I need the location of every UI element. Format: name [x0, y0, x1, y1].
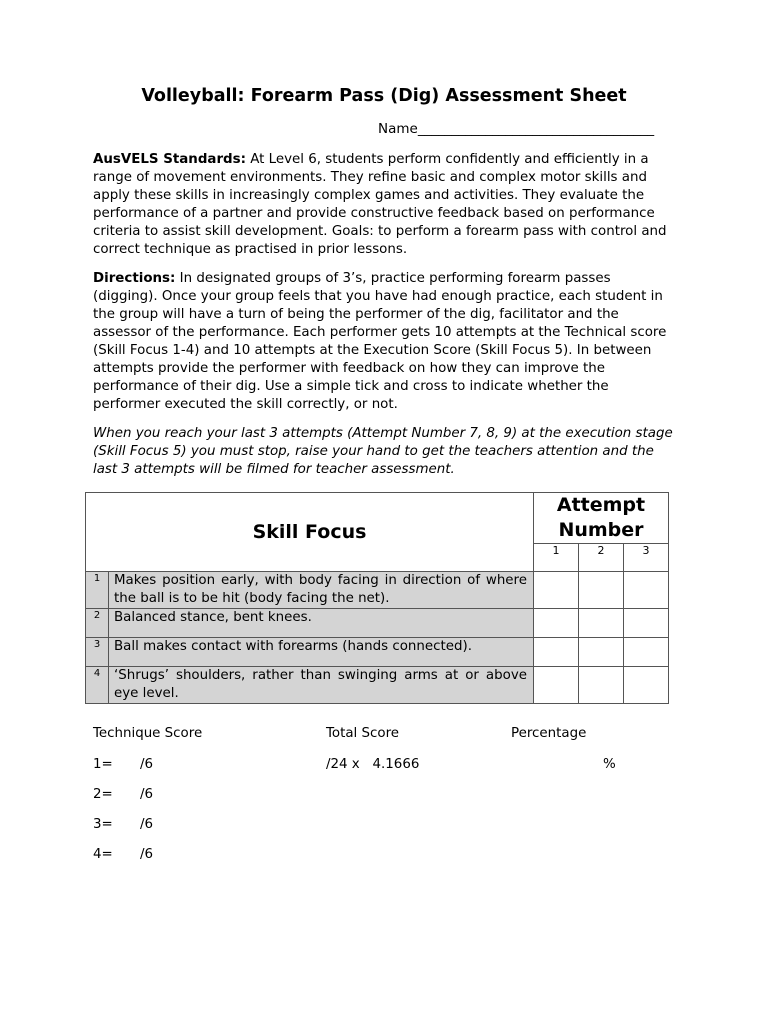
table-row	[86, 667, 669, 704]
attempt-cell[interactable]	[579, 609, 624, 638]
row-description: ‘Shrugs’ shoulders, rather than swinging arms at or above eye level.	[109, 667, 534, 704]
row-number: 1	[86, 572, 109, 609]
attempt-cell[interactable]	[579, 638, 624, 667]
attempt-cell[interactable]	[624, 667, 669, 704]
percent-sign: %	[603, 757, 616, 772]
attempt-cell[interactable]	[534, 609, 579, 638]
directions-paragraph	[93, 270, 673, 414]
technique-line-value: /6	[140, 847, 154, 862]
attempt-header-line1: Attempt	[556, 494, 646, 516]
attempt-header-line2: Number	[558, 519, 644, 541]
row-number: 4	[86, 667, 109, 704]
attempt-number-3: 3	[624, 544, 669, 572]
row-number: 2	[86, 609, 109, 638]
attempt-number-header	[534, 493, 669, 544]
table-row	[86, 638, 669, 667]
directions-text: In designated groups of 3’s, practice performing forearm passes (digging). Once your group feels that you have had enough practice, each student in the group will have a turn of being the performer of the dig, facilitator and the assessor of the performance. Each performer gets 10 attempts at the Technical score (Skill Focus 1-4) and 10 attempts at the Execution Score (Skill Focus 5). In between attempts provide the performer with feedback on how they can improve the performance of their dig. Use a simple tick and cross to indicate whether the performer executed the skill correctly, or not.	[93, 271, 667, 412]
total-score-value: /24 x 4.1666	[326, 757, 420, 772]
standards-text: At Level 6, students perform confidently and efficiently in a range of movement environments. They refine basic and complex motor skills and apply these skills in increasingly complex games and activities. They evaluate the performance of a partner and provide constructive feedback based on performance criteria to assist skill development. Goals: to perform a forearm pass with control and correct technique as practised in prior lessons.	[93, 152, 667, 257]
teacher-note: When you reach your last 3 attempts (Attempt Number 7, 8, 9) at the execution stage (Skill Focus 5) you must stop, raise your hand to get the teachers attention and the last 3 attempts will be filmed for teacher assessment.	[93, 426, 673, 477]
technique-line-value: /6	[140, 787, 154, 802]
technique-line-value: /6	[140, 757, 154, 772]
row-description: Balanced stance, bent knees.	[109, 609, 534, 638]
percentage-label: Percentage	[511, 726, 587, 741]
attempt-cell[interactable]	[624, 572, 669, 609]
page-title: Volleyball: Forearm Pass (Dig) Assessment Sheet	[141, 86, 627, 106]
attempt-cell[interactable]	[624, 609, 669, 638]
technique-line-value: /6	[140, 817, 154, 832]
name-field-line[interactable]: Name___________________________________	[378, 121, 655, 137]
standards-paragraph	[93, 151, 673, 259]
attempt-cell[interactable]	[534, 667, 579, 704]
attempt-number-2: 2	[579, 544, 624, 572]
row-description: Ball makes contact with forearms (hands connected).	[109, 638, 534, 667]
technique-line-label: 3=	[93, 817, 113, 832]
skill-focus-header: Skill Focus	[86, 493, 534, 572]
technique-score-label: Technique Score	[93, 726, 203, 741]
directions-label: Directions:	[93, 271, 176, 286]
attempt-cell[interactable]	[579, 572, 624, 609]
technique-line-label: 2=	[93, 787, 113, 802]
skill-focus-table	[85, 492, 669, 704]
table-row	[86, 572, 669, 609]
attempt-cell[interactable]	[534, 572, 579, 609]
attempt-number-1: 1	[534, 544, 579, 572]
attempt-cell[interactable]	[534, 638, 579, 667]
technique-line-label: 1=	[93, 757, 113, 772]
total-score-label: Total Score	[326, 726, 400, 741]
attempt-cell[interactable]	[579, 667, 624, 704]
table-row	[86, 609, 669, 638]
technique-line-label: 4=	[93, 847, 113, 862]
standards-label: AusVELS Standards:	[93, 152, 246, 167]
attempt-cell[interactable]	[624, 638, 669, 667]
row-number: 3	[86, 638, 109, 667]
row-description: Makes position early, with body facing in direction of where the ball is to be hit (body facing the net).	[109, 572, 534, 609]
